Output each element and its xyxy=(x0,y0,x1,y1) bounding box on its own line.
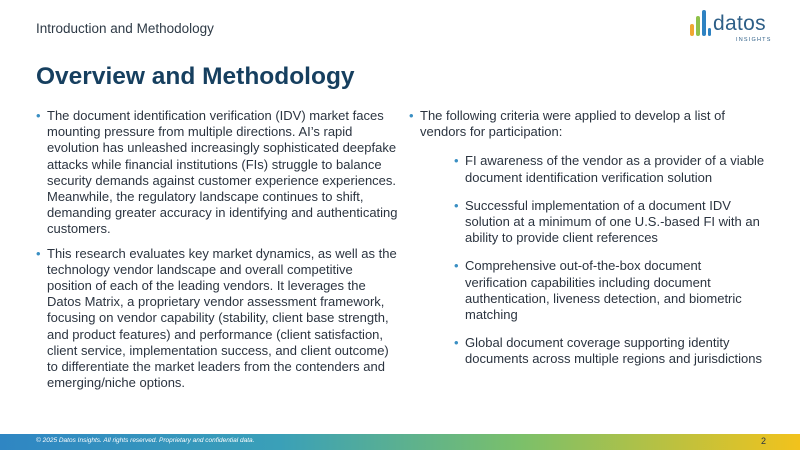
criteria-list xyxy=(454,153,765,367)
criteria-item-1: • FI awareness of the vendor as a provider of a viable document identification verification solution xyxy=(454,153,765,185)
criteria-intro xyxy=(409,108,765,368)
criteria-item-3: • Comprehensive out-of-the-box document verification capabilities including document authentication, liveness detection, and biometric matching xyxy=(454,258,765,323)
datos-bars-logo-icon xyxy=(689,10,711,40)
page-number: 2 xyxy=(760,436,766,446)
left-column xyxy=(36,108,398,399)
page-title: Overview and Methodology xyxy=(36,63,355,90)
criteria-item-2: • Successful implementation of a document IDV solution at a minimum of one U.S.-based FI with an ability to provide client references xyxy=(454,198,765,247)
logo-subtext: INSIGHTS xyxy=(736,37,772,43)
left-bullet-1: • The document identification verification (IDV) market faces mounting pressure from multiple directions. AI’s rapid evolution has unleashed increasingly sophisticated deepfake attacks while financial institutions (FIs) struggle to balance security demands against customer experience experiences. Meanwhile, the regulatory landscape continues to shift, demanding greater accuracy in identifying and authenticating customers. xyxy=(36,108,398,238)
criteria-intro-text: The following criteria were applied to develop a list of vendors for participation: xyxy=(420,108,725,140)
footer-copyright: © 2025 Datos Insights. All rights reserved. Proprietary and confidential data. xyxy=(36,437,255,444)
criteria-item-4: • Global document coverage supporting identity documents across multiple regions and jurisdictions xyxy=(454,335,765,367)
datos-insights-logo xyxy=(689,10,772,44)
right-column xyxy=(409,108,765,380)
left-bullet-2: • This research evaluates key market dynamics, as well as the technology vendor landscape and overall competitive position of each of the leading vendors. It leverages the Datos Matrix, a proprietary vendor assessment framework, focusing on vendor capability (stability, client base strength, and product features) and performance (client satisfaction, client service, implementation success, and client outcome) to differentiate the market leaders from the contenders and emerging/niche options. xyxy=(36,246,398,392)
section-label: Introduction and Methodology xyxy=(36,21,214,36)
logo-wordmark: datos xyxy=(713,12,766,35)
